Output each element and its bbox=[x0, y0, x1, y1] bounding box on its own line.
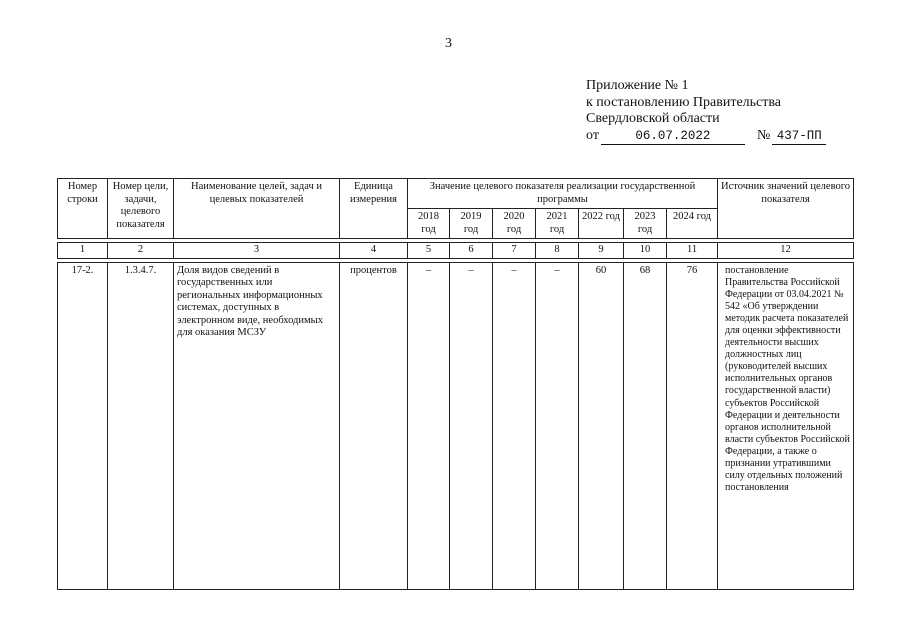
column-number: 2 bbox=[108, 243, 174, 259]
column-number-row bbox=[58, 243, 854, 259]
indicator-name-cell: Доля видов сведений в государственных или региональных информационных системах, доступных в электронном виде, необходимых для оказания МСЗУ bbox=[174, 262, 340, 589]
header-year: 2020 год bbox=[493, 209, 536, 239]
column-number: 6 bbox=[450, 243, 493, 259]
appendix-region: Свердловской области bbox=[586, 111, 720, 126]
appendix-header bbox=[586, 78, 826, 145]
number-value: 437-ПП bbox=[772, 128, 826, 146]
header-year: 2021 год bbox=[536, 209, 579, 239]
header-goal-number: Номер цели, задачи, целевого показателя bbox=[108, 179, 174, 239]
indicators-table bbox=[57, 178, 854, 590]
header-year: 2024 год bbox=[667, 209, 718, 239]
column-number: 10 bbox=[624, 243, 667, 259]
column-number: 3 bbox=[174, 243, 340, 259]
header-values-group: Значение целевого показателя реализации государственной программы bbox=[408, 179, 718, 209]
column-number: 11 bbox=[667, 243, 718, 259]
value-2018-cell: – bbox=[408, 262, 450, 589]
appendix-title: Приложение № 1 bbox=[586, 78, 689, 93]
value-2023-cell: 68 bbox=[624, 262, 667, 589]
row-number-cell: 17-2. bbox=[58, 262, 108, 589]
header-row-1 bbox=[58, 179, 854, 209]
source-cell: постановление Правительства Российской Федерации от 03.04.2021 № 542 «Об утверждении методик расчета показателей для оценки эффективности деятельности высших должностных лиц (руководителей высших исполнительных органов государственной власти) субъектов Российской Федерации и деятельности органов исполнительной власти субъектов Российской Федерации, а также о признании утратившими силу отдельных положений постановления bbox=[718, 262, 854, 589]
appendix-date-line bbox=[586, 128, 826, 146]
header-row-number: Номер строки bbox=[58, 179, 108, 239]
value-2021-cell: – bbox=[536, 262, 579, 589]
value-2022-cell: 60 bbox=[579, 262, 624, 589]
value-2024-cell: 76 bbox=[667, 262, 718, 589]
header-year: 2022 год bbox=[579, 209, 624, 239]
column-number: 7 bbox=[493, 243, 536, 259]
value-2020-cell: – bbox=[493, 262, 536, 589]
header-year: 2018 год bbox=[408, 209, 450, 239]
header-unit: Единица измерения bbox=[340, 179, 408, 239]
column-number: 4 bbox=[340, 243, 408, 259]
header-source: Источник значений целевого показателя bbox=[718, 179, 854, 239]
appendix-subtitle: к постановлению Правительства bbox=[586, 94, 782, 110]
table-row bbox=[58, 262, 854, 589]
column-number: 12 bbox=[718, 243, 854, 259]
column-number: 9 bbox=[579, 243, 624, 259]
date-prefix: от bbox=[586, 127, 599, 143]
header-name: Наименование целей, задач и целевых показателей bbox=[174, 179, 340, 239]
goal-number-cell: 1.3.4.7. bbox=[108, 262, 174, 589]
number-prefix: № bbox=[756, 127, 771, 143]
header-year: 2023 год bbox=[624, 209, 667, 239]
date-value: 06.07.2022 bbox=[601, 128, 745, 146]
value-2019-cell: – bbox=[450, 262, 493, 589]
unit-cell: процентов bbox=[340, 262, 408, 589]
header-year: 2019 год bbox=[450, 209, 493, 239]
column-number: 5 bbox=[408, 243, 450, 259]
page-number: 3 bbox=[445, 36, 452, 51]
column-number: 8 bbox=[536, 243, 579, 259]
column-number: 1 bbox=[58, 243, 108, 259]
